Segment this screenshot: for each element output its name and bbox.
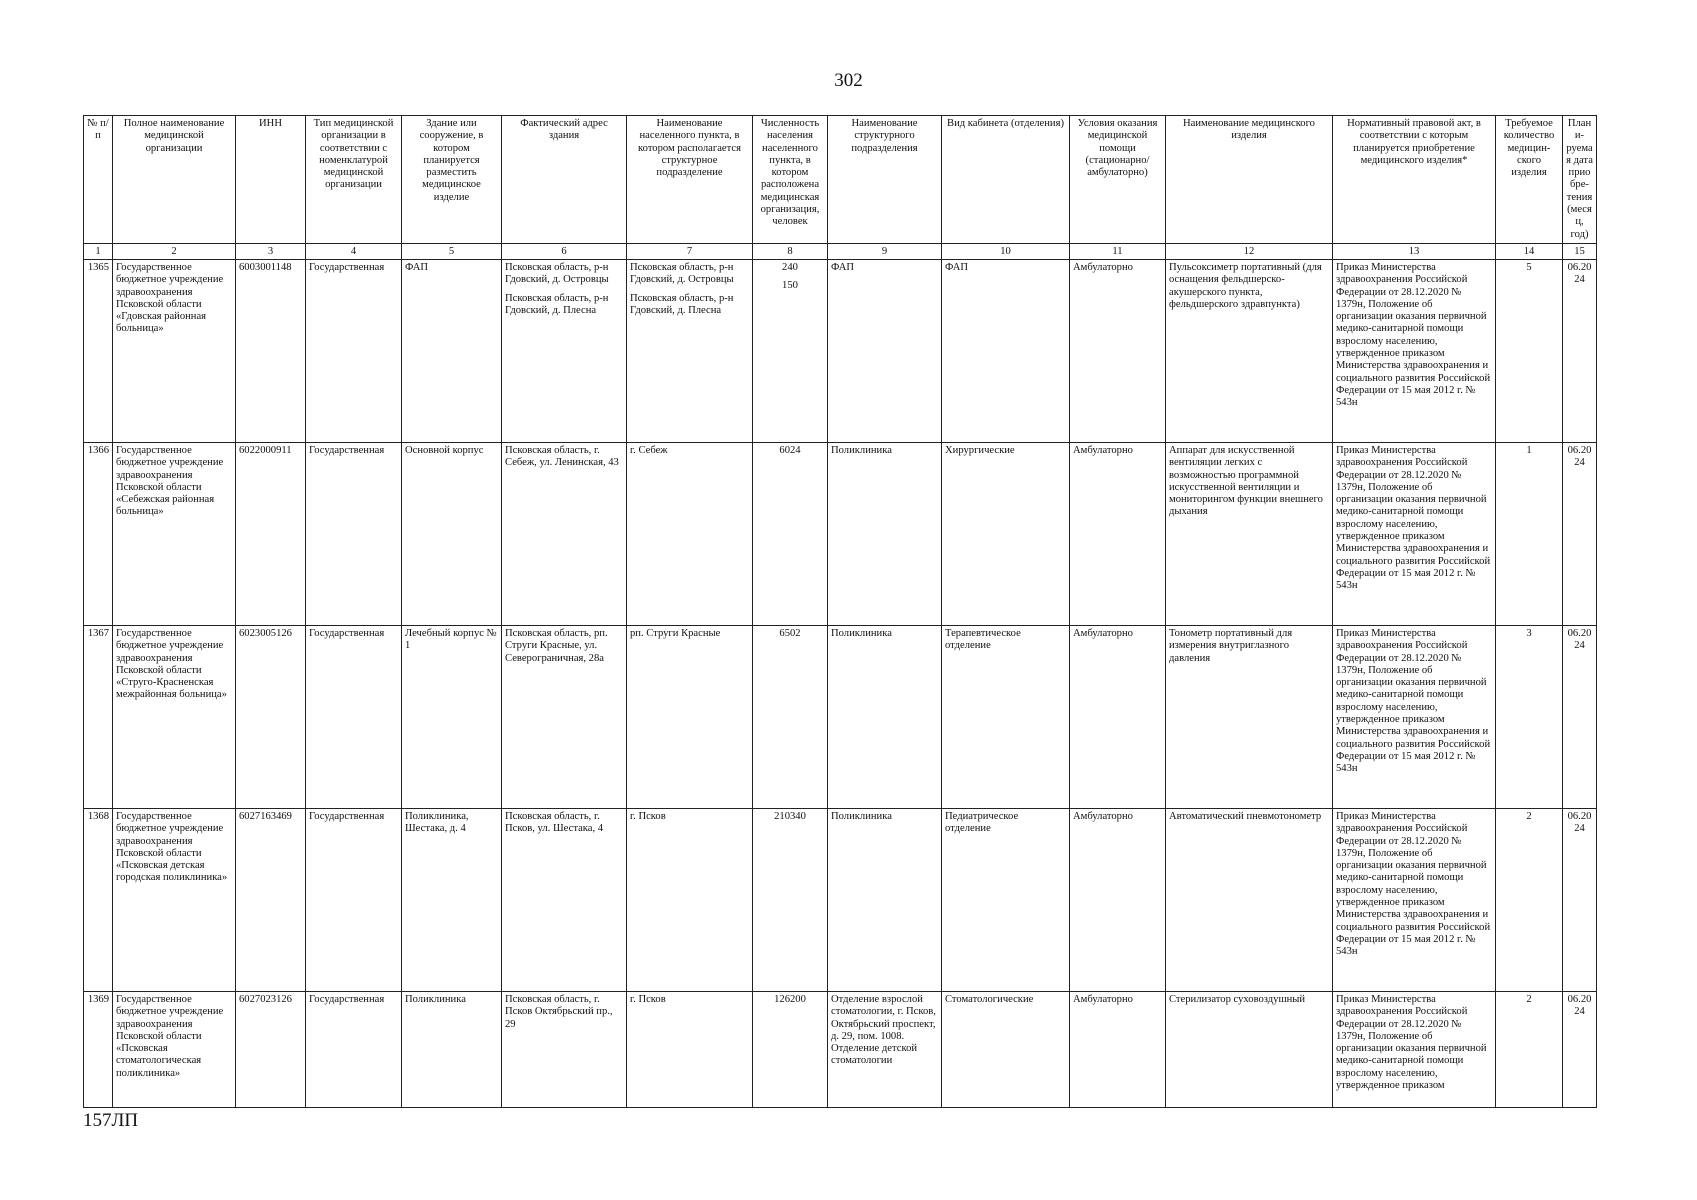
- column-number: 7: [627, 243, 753, 259]
- structural-unit: Отделение взрослой стоматологии, г. Псков, Октябрьский проспект, д. 29, пом. 1008. Отделение детской стоматологии: [828, 991, 942, 1107]
- column-header: Тип медицинской организации в соответствии с номенклатурой медицинской организации: [306, 116, 402, 244]
- structural-unit: Поликлиника: [828, 625, 942, 808]
- care-conditions: Амбулаторно: [1070, 442, 1166, 625]
- cabinet-type: ФАП: [942, 259, 1070, 442]
- table-row: [84, 442, 1597, 625]
- care-conditions: Амбулаторно: [1070, 991, 1166, 1107]
- organization-type: Государственная: [306, 625, 402, 808]
- care-conditions: Амбулаторно: [1070, 808, 1166, 991]
- settlement-cell: [627, 259, 753, 442]
- organization-type: Государственная: [306, 259, 402, 442]
- organization-name: Государственное бюджетное учреждение здравоохранения Псковской области «Псковская детская городская поликлиника»: [113, 808, 236, 991]
- cabinet-type: Терапевтическое отделение: [942, 625, 1070, 808]
- row-number: 1365: [84, 259, 113, 442]
- column-header: Требуемое количество медицин-ского изделия: [1496, 116, 1563, 244]
- building: ФАП: [402, 259, 502, 442]
- care-conditions: Амбулаторно: [1070, 259, 1166, 442]
- settlement: г. Псков: [627, 991, 753, 1107]
- column-header: ИНН: [236, 116, 306, 244]
- quantity: 3: [1496, 625, 1563, 808]
- inn: 6003001148: [236, 259, 306, 442]
- settlement: Псковская область, р-н Гдовский, д. Островцы: [630, 261, 734, 286]
- column-header: Наименование населенного пункта, в котором располагается структурное подразделение: [627, 116, 753, 244]
- care-conditions: Амбулаторно: [1070, 625, 1166, 808]
- column-header: Плани-руемая дата приобре-тения (месяц, год): [1563, 116, 1597, 244]
- column-header: Численность населения населенного пункта, в котором расположена медицинская организация, человек: [753, 116, 828, 244]
- column-number: 14: [1496, 243, 1563, 259]
- settlement: г. Себеж: [627, 442, 753, 625]
- planned-date: 06.2024: [1563, 991, 1597, 1107]
- address: Псковская область, г. Псков Октябрьский пр., 29: [502, 991, 627, 1107]
- cabinet-type: Педиатрическое отделение: [942, 808, 1070, 991]
- legal-act: Приказ Министерства здравоохранения Российской Федерации от 28.12.2020 № 1379н, Положение об организации оказания первичной медико-санитарной помощи взрослому населению, утвержденное приказом Министерства здравоохранения и социального развития Российской Федерации от 15 мая 2012 г. № 543н: [1333, 808, 1496, 991]
- planned-date: 06.2024: [1563, 442, 1597, 625]
- device-registry-table: [83, 115, 1597, 1108]
- column-header: Вид кабинета (отделения): [942, 116, 1070, 244]
- building: Поликлиника, Шестака, д. 4: [402, 808, 502, 991]
- quantity: 2: [1496, 808, 1563, 991]
- address: Псковская область, р-н Гдовский, д. Плесна: [505, 292, 609, 316]
- organization-type: Государственная: [306, 808, 402, 991]
- address: Псковская область, рп. Струги Красные, ул. Северограничная, 28а: [502, 625, 627, 808]
- address: Псковская область, г. Себеж, ул. Ленинская, 43: [502, 442, 627, 625]
- column-number: 3: [236, 243, 306, 259]
- device-name: Автоматический пневмотонометр: [1166, 808, 1333, 991]
- table-row: [84, 991, 1597, 1107]
- quantity: 5: [1496, 259, 1563, 442]
- row-number: 1366: [84, 442, 113, 625]
- address: Псковская область, г. Псков, ул. Шестака, 4: [502, 808, 627, 991]
- organization-name: Государственное бюджетное учреждение здравоохранения Псковской области «Псковская стоматологическая поликлиника»: [113, 991, 236, 1107]
- table-row: [84, 808, 1597, 991]
- legal-act: Приказ Министерства здравоохранения Российской Федерации от 28.12.2020 № 1379н, Положение об организации оказания первичной медико-санитарной помощи взрослому населению, утвержденное приказом Министерства здравоохранения и социального развития Российской Федерации от 15 мая 2012 г. № 543н: [1333, 442, 1496, 625]
- column-number: 11: [1070, 243, 1166, 259]
- column-number: 6: [502, 243, 627, 259]
- column-number-row: [84, 243, 1597, 259]
- planned-date: 06.2024: [1563, 808, 1597, 991]
- structural-unit: ФАП: [828, 259, 942, 442]
- address-cell: [502, 259, 627, 442]
- column-header: Наименование медицинского изделия: [1166, 116, 1333, 244]
- table-row: [84, 259, 1597, 442]
- header-row: [84, 116, 1597, 244]
- inn: 6022000911: [236, 442, 306, 625]
- quantity: 2: [1496, 991, 1563, 1107]
- building: Лечебный корпус № 1: [402, 625, 502, 808]
- population: 240: [782, 261, 798, 273]
- column-header: Фактический адрес здания: [502, 116, 627, 244]
- legal-act: Приказ Министерства здравоохранения Российской Федерации от 28.12.2020 № 1379н, Положение об организации оказания первичной медико-санитарной помощи взрослому населению, утвержденное приказом Министерства здравоохранения и социального развития Российской Федерации от 15 мая 2012 г. № 543н: [1333, 625, 1496, 808]
- column-header: Здание или сооружение, в котором планируется разместить медицинское изделие: [402, 116, 502, 244]
- column-header: Условия оказания медицинской помощи (стационарно/ амбулаторно): [1070, 116, 1166, 244]
- organization-name: Государственное бюджетное учреждение здравоохранения Псковской области «Гдовская районная больница»: [113, 259, 236, 442]
- settlement: г. Псков: [627, 808, 753, 991]
- column-header: № п/п: [84, 116, 113, 244]
- building: Основной корпус: [402, 442, 502, 625]
- settlement: Псковская область, р-н Гдовский, д. Плесна: [630, 292, 734, 316]
- inn: 6023005126: [236, 625, 306, 808]
- device-name: Тонометр портативный для измерения внутриглазного давления: [1166, 625, 1333, 808]
- column-number: 8: [753, 243, 828, 259]
- legal-act: Приказ Министерства здравоохранения Российской Федерации от 28.12.2020 № 1379н, Положение об организации оказания первичной медико-санитарной помощи взрослому населению, утвержденное приказом: [1333, 991, 1496, 1107]
- organization-name: Государственное бюджетное учреждение здравоохранения Псковской области «Струго-Красненская межрайонная больница»: [113, 625, 236, 808]
- column-header: Полное наименование медицинской организации: [113, 116, 236, 244]
- column-number: 1: [84, 243, 113, 259]
- address: Псковская область, р-н Гдовский, д. Островцы: [505, 261, 609, 286]
- population: 210340: [753, 808, 828, 991]
- column-number: 9: [828, 243, 942, 259]
- settlement: рп. Струги Красные: [627, 625, 753, 808]
- building: Поликлиника: [402, 991, 502, 1107]
- column-number: 10: [942, 243, 1070, 259]
- planned-date: 06.2024: [1563, 259, 1597, 442]
- cabinet-type: Стоматологические: [942, 991, 1070, 1107]
- cabinet-type: Хирургические: [942, 442, 1070, 625]
- inn: 6027023126: [236, 991, 306, 1107]
- column-number: 12: [1166, 243, 1333, 259]
- organization-type: Государственная: [306, 442, 402, 625]
- structural-unit: Поликлиника: [828, 808, 942, 991]
- planned-date: 06.2024: [1563, 625, 1597, 808]
- population: 6502: [753, 625, 828, 808]
- population: 6024: [753, 442, 828, 625]
- column-header: Нормативный правовой акт, в соответствии с которым планируется приобретение медицинского изделия*: [1333, 116, 1496, 244]
- document-code: 157ЛП: [83, 1110, 139, 1131]
- population: 150: [782, 280, 798, 292]
- legal-act: Приказ Министерства здравоохранения Российской Федерации от 28.12.2020 № 1379н, Положение об организации оказания первичной медико-санитарной помощи взрослому населению, утвержденное приказом Министерства здравоохранения и социального развития Российской Федерации от 15 мая 2012 г. № 543н: [1333, 259, 1496, 442]
- row-number: 1367: [84, 625, 113, 808]
- column-number: 13: [1333, 243, 1496, 259]
- organization-name: Государственное бюджетное учреждение здравоохранения Псковской области «Себежская районная больница»: [113, 442, 236, 625]
- column-number: 4: [306, 243, 402, 259]
- column-number: 15: [1563, 243, 1597, 259]
- page-number: 302: [834, 70, 863, 91]
- organization-type: Государственная: [306, 991, 402, 1107]
- column-number: 2: [113, 243, 236, 259]
- device-name: Пульсоксиметр портативный (для оснащения фельдшерско-акушерского пункта, фельдшерского здравпункта): [1166, 259, 1333, 442]
- table-row: [84, 625, 1597, 808]
- population-cell: [753, 259, 828, 442]
- structural-unit: Поликлиника: [828, 442, 942, 625]
- device-name: Аппарат для искусственной вентиляции легких с возможностью программной искусственной вентиляции и мониторингом функции внешнего дыхания: [1166, 442, 1333, 625]
- quantity: 1: [1496, 442, 1563, 625]
- column-number: 5: [402, 243, 502, 259]
- device-name: Стерилизатор суховоздушный: [1166, 991, 1333, 1107]
- inn: 6027163469: [236, 808, 306, 991]
- row-number: 1369: [84, 991, 113, 1107]
- row-number: 1368: [84, 808, 113, 991]
- population: 126200: [753, 991, 828, 1107]
- column-header: Наименование структурного подразделения: [828, 116, 942, 244]
